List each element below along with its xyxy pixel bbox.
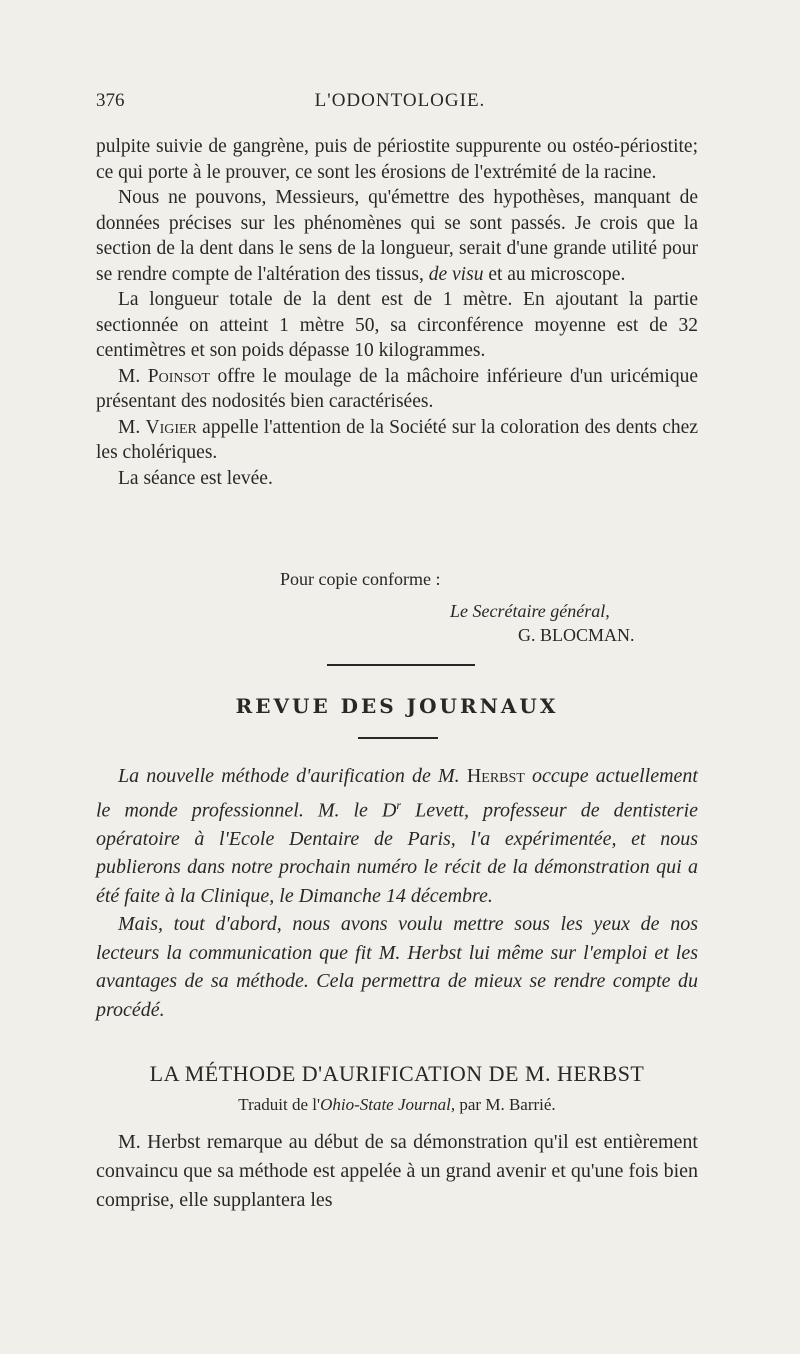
signoff-line-secretaire: Le Secrétaire général, (450, 601, 610, 621)
review-text-a: La nouvelle méthode d'aurification de M. (118, 765, 467, 787)
de-visu-phrase: de visu (428, 263, 484, 285)
paragraph-hypotheses (96, 185, 698, 287)
running-title: L'ODONTOLOGIE. (314, 90, 486, 111)
vigier-prefix: M. (118, 416, 146, 438)
hypotheses-text-a: Nous ne pouvons, Messieurs, qu'émettre des hypothèses, manquant de données précises sur les phénomènes qui se sont passés. Je crois que la section de la dent dans le sens de la longueur, serait d'une grande utilité pour se rendre compte de l'altération des tissus, (96, 187, 698, 285)
vigier-name: Vigier (145, 416, 197, 438)
paragraph-vigier (96, 415, 698, 466)
poinsot-text: offre le moulage de la mâchoire inférieure d'un uricémique présentant des nodosités bien caractérisées. (96, 365, 699, 412)
review-paragraph-2: Mais, tout d'abord, nous avons voulu mettre sous les yeux de nos lecteurs la communication que fit M. Herbst lui même sur l'emploi et les avantages de sa méthode. Cela permettra de mieux se rendre compte du procédé. (96, 913, 698, 1021)
hypotheses-text-b: et au microscope. (483, 263, 626, 285)
article-body (96, 1128, 698, 1215)
review-herbst-name: Herbst (466, 765, 525, 787)
paragraph-poinsot (96, 364, 698, 415)
signoff-line-copie: Pour copie conforme : (280, 569, 441, 589)
paragraph-longueur: La longueur totale de la dent est de 1 mètre. En ajoutant la partie sectionnée on atteint 1 mètre 50, sa circonférence moyenne est de 32 centimètres et son poids dépasse 10 kilogrammes. (96, 289, 698, 361)
poinsot-prefix: M. (118, 365, 148, 387)
article-title: LA MÉTHODE D'AURIFICATION DE M. HERBST (149, 1061, 645, 1086)
article-subtitle (96, 1095, 698, 1115)
signoff-line-name: G. BLOCMAN. (518, 625, 635, 645)
poinsot-name: Poinsot (147, 365, 210, 387)
section-underline (358, 737, 438, 739)
review-text-b: occupe actuellement le monde professionnel. M. le D (96, 765, 698, 822)
vigier-text: appelle l'attention de la Société sur la coloration des dents chez les cholériques. (96, 416, 698, 463)
subtitle-text-a: Traduit de l' (238, 1095, 321, 1114)
section-title: REVUE DES JOURNAUX (235, 694, 559, 718)
body-text (96, 134, 698, 491)
review-text-c: Levett, professeur de dentisterie opératoire à l'Ecole Dentaire de Paris, l'a expérimentée, et nous publierons dans notre prochain numéro le récit de la démonstration qui a été faite à la Clinique, le Dimanche 14 décembre. (96, 799, 699, 907)
article-paragraph-1: M. Herbst remarque au début de sa démonstration qu'il est entièrement convaincu que sa méthode est appelée à un grand avenir et qu'une fois bien comprise, elle supplantera les (96, 1131, 698, 1211)
page-header (96, 90, 704, 116)
page-number: 376 (96, 90, 125, 111)
subtitle-journal: Ohio-State Journal, (320, 1095, 456, 1114)
separator-rule (327, 664, 475, 666)
signoff-block (96, 566, 698, 648)
paragraph-seance-levee: La séance est levée. (118, 467, 273, 489)
review-paragraph-1 (96, 762, 698, 910)
subtitle-text-b: par M. Barrié. (455, 1095, 556, 1114)
paragraph-pulpite: pulpite suivie de gangrène, puis de périostite suppurente ou ostéo-périostite; ce qui porte à le prouver, ce sont les érosions de l'extrémité de la racine. (96, 136, 698, 183)
review-intro (96, 762, 698, 1024)
review-sup: r (396, 797, 402, 812)
